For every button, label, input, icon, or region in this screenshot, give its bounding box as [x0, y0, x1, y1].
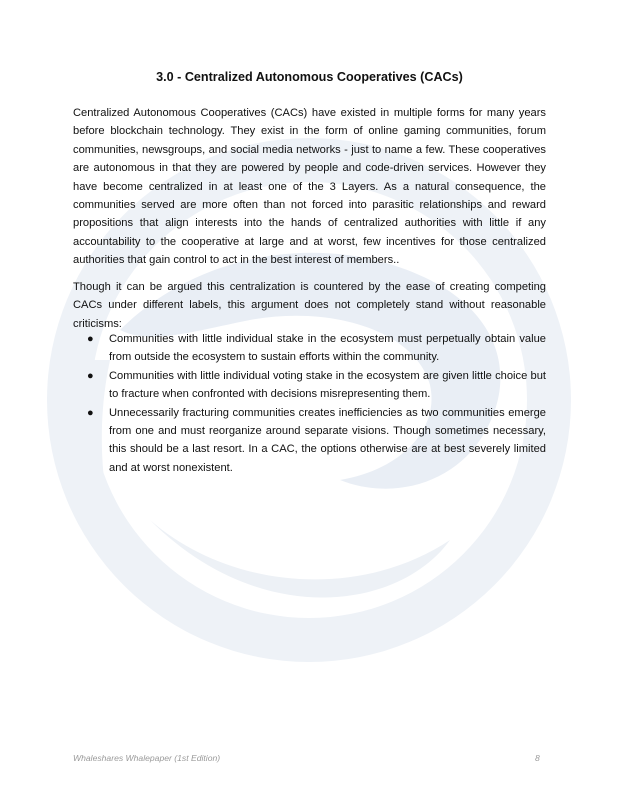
section-title: 3.0 - Centralized Autonomous Cooperatives (CACs) [156, 70, 463, 84]
list-item-text: Unnecessarily fracturing communities creates inefficiencies as two communities emerge from one and must reorganize around separate visions. Though sometimes necessary, this should be a last resort. In a CAC, the options otherwise are at best severely limited and at worst nonexistent. [109, 406, 546, 474]
intro-paragraph: Centralized Autonomous Cooperatives (CACs) have existed in multiple forms for many years before blockchain technology. They exist in the form of online gaming communities, forum communities, newsgroups, and social media networks - just to name a few. These cooperatives are autonomous in that they are powered by people and code-driven services. However they have become centralized in at least one of the 3 Layers. As a natural consequence, the communities served are more often than not forced into parasitic relationships and reward propositions that align interests into the hands of centralized authorities with little if any accountability to the cooperative at large and at worst, few incentives for those centralized authorities that gain control to act in the best interest of members.. [73, 107, 546, 267]
footer-document-name: Whaleshares Whalepaper (1st Edition) [73, 753, 221, 763]
list-item-text: Communities with little individual stake in the ecosystem must perpetually obtain value from outside the ecosystem to sustain efforts within the community. [109, 333, 546, 364]
bullet-icon: ● [87, 406, 94, 419]
list-item-text: Communities with little individual voting stake in the ecosystem are given little choice but to fracture when confronted with decisions misrepresenting them. [109, 369, 546, 401]
list-item [73, 404, 546, 478]
footer-page-number: 8 [535, 753, 540, 763]
bullet-icon: ● [87, 333, 94, 345]
criticism-paragraph: Though it can be argued this centralization is countered by the ease of creating competing CACs under different labels, this argument does not completely stand without reasonable criticisms: [73, 281, 546, 330]
list-item [73, 367, 546, 404]
bullet-icon: ● [87, 369, 94, 382]
list-item [73, 330, 546, 367]
criticism-list [73, 330, 546, 477]
